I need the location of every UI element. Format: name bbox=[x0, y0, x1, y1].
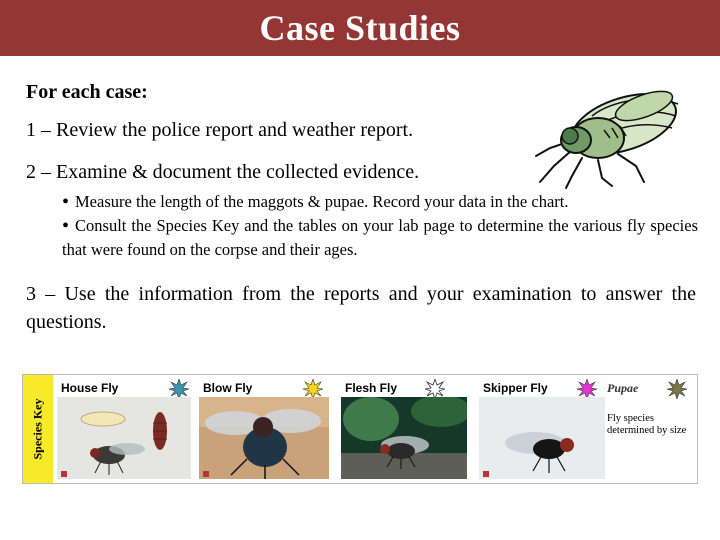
title-bar bbox=[0, 0, 720, 56]
page-title: Case Studies bbox=[259, 8, 461, 48]
panel-name: Skipper Fly bbox=[483, 381, 548, 395]
case-heading: For each case: bbox=[26, 81, 148, 103]
step-1: 1 – Review the police report and weather report. bbox=[26, 119, 414, 141]
species-key bbox=[22, 374, 698, 484]
blow-fly-photo bbox=[199, 397, 329, 479]
bullet-dot: • bbox=[62, 215, 70, 237]
star-badge-icon bbox=[303, 379, 323, 399]
fly-clipart-icon bbox=[532, 78, 692, 190]
house-fly-photo bbox=[57, 397, 191, 479]
panel-pupae bbox=[603, 379, 693, 479]
star-badge-icon bbox=[577, 379, 597, 399]
star-badge-icon bbox=[169, 379, 189, 399]
pupae-note: Fly species determined by size bbox=[607, 413, 687, 436]
panel-house-fly bbox=[57, 379, 191, 479]
step-2-bullets bbox=[62, 190, 698, 262]
star-badge-icon bbox=[425, 379, 445, 399]
panel-skipper-fly bbox=[479, 379, 607, 479]
star-badge-icon bbox=[667, 379, 687, 399]
pupae-title: Pupae bbox=[607, 381, 639, 395]
bullet-item bbox=[62, 190, 698, 214]
flesh-fly-photo bbox=[341, 397, 467, 479]
panel-name: Flesh Fly bbox=[345, 381, 398, 395]
bullet-text: Consult the Species Key and the tables on your lab page to determine the various fly species that were found on the corpse and their ages. bbox=[62, 216, 698, 259]
panel-name: House Fly bbox=[61, 381, 119, 395]
step-2: 2 – Examine & document the collected evidence. bbox=[26, 161, 420, 183]
panel-blow-fly bbox=[199, 379, 333, 479]
panel-flesh-fly bbox=[341, 379, 475, 479]
bullet-dot: • bbox=[62, 191, 70, 213]
skipper-fly-photo bbox=[479, 397, 605, 479]
bullet-text: Measure the length of the maggots & pupae. Record your data in the chart. bbox=[75, 192, 569, 211]
step-3: 3 – Use the information from the reports and your examination to answer the questions. bbox=[26, 283, 696, 333]
species-key-label bbox=[23, 375, 53, 483]
bullet-item bbox=[62, 214, 698, 262]
panel-name: Blow Fly bbox=[203, 381, 253, 395]
species-key-label-text: Species Key bbox=[30, 398, 45, 460]
